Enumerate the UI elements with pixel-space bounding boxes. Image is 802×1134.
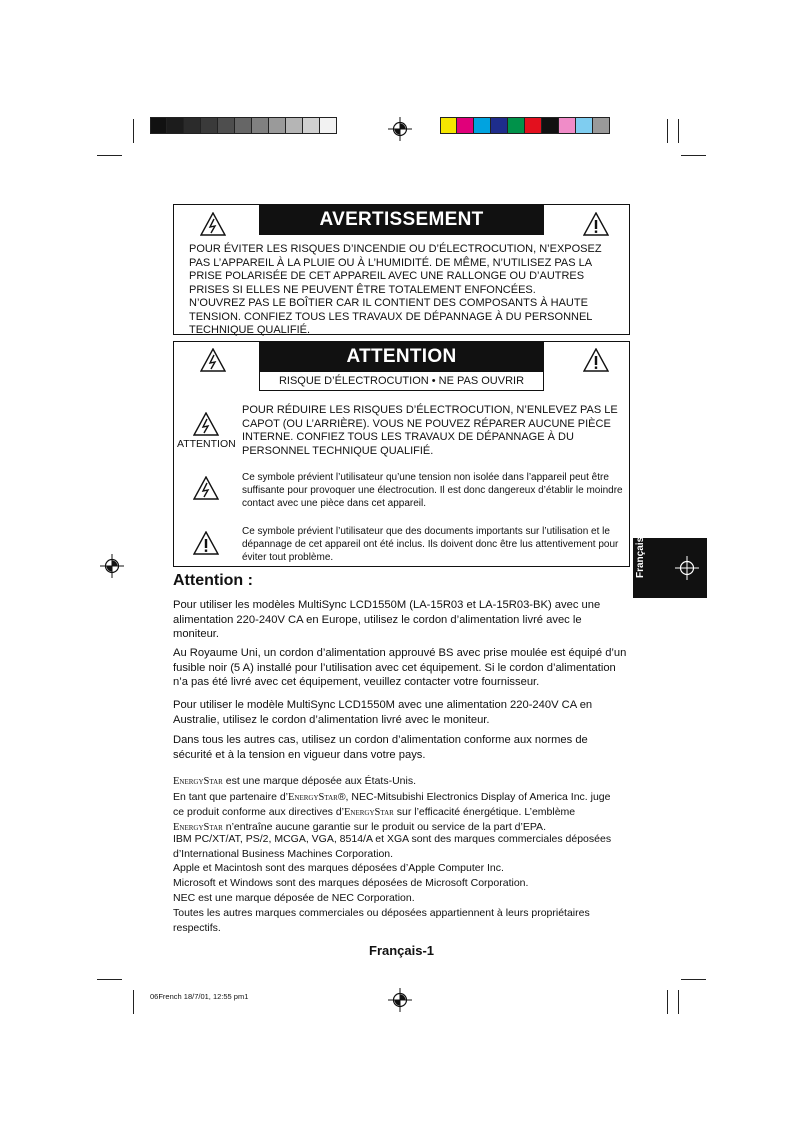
grayscale-swatch xyxy=(269,117,286,134)
attention-subtitle: RISQUE D’ÉLECTROCUTION • NE PAS OUVRIR xyxy=(259,371,544,391)
language-side-tab xyxy=(633,538,707,598)
trademark-nec: NEC est une marque déposée de NEC Corporation. xyxy=(173,892,415,904)
electric-hazard-icon xyxy=(200,212,226,236)
color-bar xyxy=(440,117,610,134)
trademark-others: Toutes les autres marques commerciales ou déposées appartiennent à leurs propriétaires respectifs. xyxy=(173,907,590,934)
paragraph-uk: Au Royaume Uni, un cordon d’alimentation approuvé BS avec prise moulée est équipé d’un fusible noir (5 A) installé pour l’utilisation avec cet équipement. Si le cordon d’alimentation n’a pas été livré avec cet équipement, veuillez contacter votre fournisseur. xyxy=(173,647,627,688)
trademark-apple: Apple et Macintosh sont des marques déposées d’Apple Computer Inc. xyxy=(173,862,504,874)
page-number: Français-1 xyxy=(369,943,435,958)
symbol-1-description: Ce symbole prévient l’utilisateur qu’une tension non isolée dans l’appareil peut être suffisante pour provoquer une électrocution. Il est donc dangereux d’établir le moindre contact avec une pièce dans cet appareil. xyxy=(242,472,623,509)
registration-mark-icon xyxy=(675,556,699,580)
grayscale-swatch xyxy=(252,117,269,134)
color-swatch xyxy=(508,117,525,134)
grayscale-swatch xyxy=(167,117,184,134)
warning-text-2: N’OUVREZ PAS LE BOÎTIER CAR IL CONTIENT DES COMPOSANTS À HAUTE TENSION. CONFIEZ TOUS LES TRAVAUX DE DÉPANNAGE À DU PERSONNEL TECHNIQUE QUALIFIÉ. xyxy=(189,297,593,336)
electric-hazard-icon xyxy=(193,476,219,500)
color-swatch xyxy=(440,117,457,134)
grayscale-swatch xyxy=(201,117,218,134)
registration-mark-icon xyxy=(388,117,412,141)
grayscale-swatch xyxy=(303,117,320,134)
color-swatch xyxy=(457,117,474,134)
symbol-2-description: Ce symbole prévient l’utilisateur que des documents importants sur l’utilisation et le dépannage de cet appareil ont été inclus. Ils doivent donc être lus attentivement pour éviter tout problème. xyxy=(242,526,619,563)
grayscale-swatch xyxy=(218,117,235,134)
registration-mark-icon xyxy=(388,988,412,1012)
color-swatch xyxy=(525,117,542,134)
grayscale-swatch xyxy=(150,117,167,134)
trademark-ibm: IBM PC/XT/AT, PS/2, MCGA, VGA, 8514/A et XGA sont des marques commerciales déposées d’International Business Machines Corporation. xyxy=(173,833,612,860)
grayscale-swatch xyxy=(235,117,252,134)
grayscale-bar xyxy=(150,117,337,134)
paragraph-europe: Pour utiliser les modèles MultiSync LCD1550M (LA-15R03 et LA-15R03-BK) avec une alimentation 220-240V CA en Europe, utilisez le cordon d’alimentation livré avec le moniteur. xyxy=(173,599,601,640)
warning-title: AVERTISSEMENT xyxy=(259,205,544,235)
warning-text-1: POUR ÉVITER LES RISQUES D’INCENDIE OU D’ÉLECTROCUTION, N’EXPOSEZ PAS L’APPAREIL À LA PLUIE OU À L’HUMIDITÉ. DE MÊME, N’UTILISEZ PAS LA PRISE POLARISÉE DE CET APPAREIL AVEC UNE RALLONGE OU D’AUTRES PRISES SI ELLES NE PEUVENT ÊTRE TOTALEMENT ENFONCÉES. xyxy=(189,243,602,296)
color-swatch xyxy=(474,117,491,134)
exclamation-warning-icon xyxy=(193,531,219,555)
section-heading: Attention : xyxy=(173,572,253,589)
trademark-partner: En tant que partenaire d’EnergyStar®, NEC-Mitsubishi Electronics Display of America Inc. juge ce produit conforme aux directives d’EnergyStar sur l’efficacité énergétique. L’emblème EnergyStar n’entraîne aucune garantie sur le produit ou service de la part d’EPA. xyxy=(173,791,611,833)
attention-instruction: POUR RÉDUIRE LES RISQUES D’ÉLECTROCUTION, N’ENLEVEZ PAS LE CAPOT (OU L’ARRIÈRE). VOUS NE POUVEZ RÉPARER AUCUNE PIÈCE INTERNE. CONFIEZ TOUS LES TRAVAUX DE DÉPANNAGE À DU PERSONNEL TECHNIQUE QUALIFIÉ. xyxy=(242,404,618,457)
exclamation-warning-icon xyxy=(583,348,609,372)
exclamation-warning-icon xyxy=(583,212,609,236)
grayscale-swatch xyxy=(286,117,303,134)
paragraph-australia: Pour utiliser le modèle MultiSync LCD1550M avec une alimentation 220-240V CA en Australie, utilisez le cordon d’alimentation livré avec le moniteur. xyxy=(173,699,593,726)
grayscale-swatch xyxy=(184,117,201,134)
electric-hazard-icon xyxy=(193,412,219,436)
icon-caption: ATTENTION xyxy=(177,438,236,450)
registration-mark-icon xyxy=(100,554,124,578)
attention-box xyxy=(173,341,630,567)
trademark-microsoft: Microsoft et Windows sont des marques déposées de Microsoft Corporation. xyxy=(173,877,529,889)
color-swatch xyxy=(593,117,610,134)
color-swatch xyxy=(576,117,593,134)
paragraph-other: Dans tous les autres cas, utilisez un cordon d’alimentation conforme aux normes de sécurité et à la tension en vigueur dans votre pays. xyxy=(173,734,588,761)
attention-title: ATTENTION xyxy=(259,342,544,371)
electric-hazard-icon xyxy=(200,348,226,372)
footer-slug: 06French 18/7/01, 12:55 pm1 xyxy=(150,992,249,1001)
color-swatch xyxy=(559,117,576,134)
grayscale-swatch xyxy=(320,117,337,134)
color-swatch xyxy=(542,117,559,134)
warning-box xyxy=(173,204,630,335)
side-tab-label: Français xyxy=(635,536,646,578)
color-swatch xyxy=(491,117,508,134)
trademark-energystar: EnergyStar est une marque déposée aux États-Unis. xyxy=(173,775,417,787)
